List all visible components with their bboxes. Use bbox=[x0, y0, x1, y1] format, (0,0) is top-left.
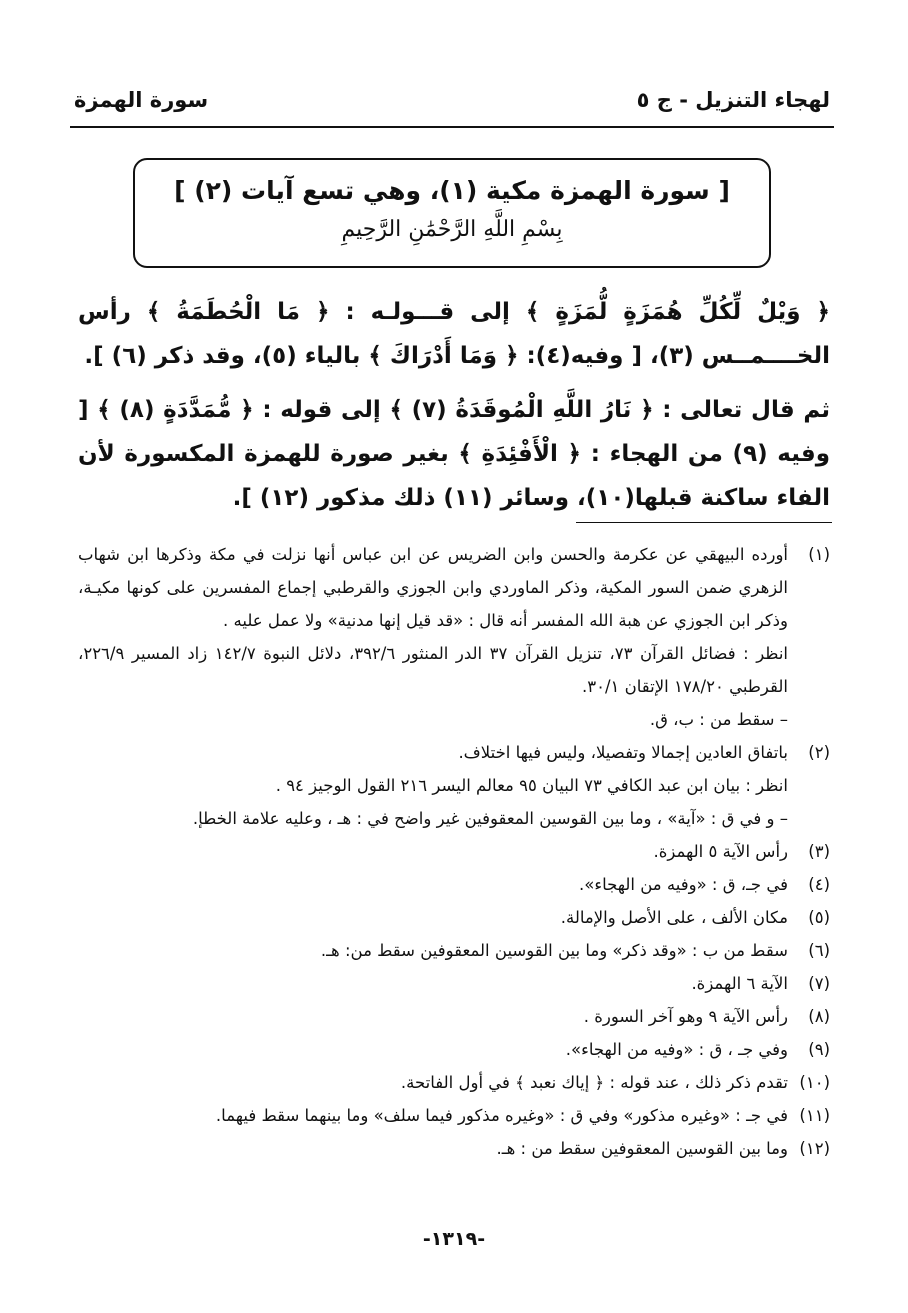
footnote-number: (٢) bbox=[808, 743, 830, 762]
footnote-text: في جـ : «وغيره مذكور» وفي ق : «وغيره مذكور فيما سلف» وما بينهما سقط فيهما. bbox=[215, 1106, 788, 1125]
footnote-4 bbox=[78, 868, 830, 901]
footnote-number: (١٢) bbox=[799, 1139, 830, 1158]
footnote-text: رأس الآية ٥ الهمزة. bbox=[653, 842, 788, 861]
footnote-number: (٨) bbox=[808, 1007, 830, 1026]
footnote-10 bbox=[78, 1066, 830, 1099]
running-header-book-title: لهجاء التنزيل - ج ٥ bbox=[636, 88, 830, 112]
footnote-number: (٩) bbox=[808, 1040, 830, 1059]
footnote-number: (٤) bbox=[808, 875, 830, 894]
basmala: بِسْمِ اللَّهِ الرَّحْمَٰنِ الرَّحِيمِ bbox=[341, 217, 563, 242]
footnote-9 bbox=[78, 1033, 830, 1066]
footnote-11 bbox=[78, 1099, 830, 1132]
running-header-surah-name: سورة الهمزة bbox=[74, 88, 209, 112]
footnote-number: (٧) bbox=[808, 974, 830, 993]
surah-title: [ سورة الهمزة مكية (١)، وهي تسع آيات (٢) ] bbox=[174, 176, 730, 205]
footnote-text: سقط من ب : «وقد ذكر» وما بين القوسين المعقوفين سقط من: هـ. bbox=[320, 941, 788, 960]
main-text bbox=[78, 290, 830, 520]
footnote-6 bbox=[78, 934, 830, 967]
footnote-text: – سقط من : ب، ق. bbox=[649, 710, 788, 729]
footnote-2 bbox=[78, 736, 830, 835]
footnote-3 bbox=[78, 835, 830, 868]
footnote-number: (٣) bbox=[808, 842, 830, 861]
footnote-text: أورده البيهقي عن عكرمة والحسن وابن الضريس عن ابن عباس أنها نزلت في مكة وذكرها ابن شهاب الزهري ضمن السور المكية، وذكر الماوردي وابن الجوزي والقرطبي إجماع المفسرين على كونها مكيـة، وذكر ابن الجوزي عن هبة الله المفسر أنه قال : «قد قيل إنها مدنية» ولا عمل عليه . bbox=[78, 545, 788, 630]
footnote-text: باتفاق العادين إجمالا وتفصيلا، وليس فيها اختلاف. bbox=[458, 743, 788, 762]
footnote-number: (٥) bbox=[808, 908, 830, 927]
footnote-divider bbox=[576, 522, 832, 523]
footnote-text: تقدم ذكر ذلك ، عند قوله : ﴿ إياك نعبد ﴾ في أول الفاتحة. bbox=[400, 1073, 788, 1092]
footnote-12 bbox=[78, 1132, 830, 1165]
surah-title-box bbox=[133, 158, 771, 268]
main-paragraph-1: ﴿ وَيْلٌ لِّكُلِّ هُمَزَةٍ لُّمَزَةٍ ﴾ إلى قـــولـه : ﴿ مَا الْحُطَمَةُ ﴾ رأس الخــــمــس (٣)، [ وفيه(٤): ﴿ وَمَا أَدْرَاكَ ﴾ بالياء (٥)، وقد ذكر (٦) ]. bbox=[78, 299, 830, 369]
footnotes-list bbox=[78, 538, 830, 1165]
footnote-number: (٦) bbox=[808, 941, 830, 960]
footnote-text: انظر : فضائل القرآن ٧٣، تنزيل القرآن ٣٧ الدر المنثور ٣٩٢/٦، دلائل النبوة ١٤٢/٧ زاد المسير ٢٢٦/٩، القرطبي ١٧٨/٢٠ الإتقان ٣٠/١. bbox=[78, 644, 789, 696]
footnote-text: انظر : بيان ابن عبد الكافي ٧٣ البيان ٩٥ معالم اليسر ٢١٦ القول الوجيز ٩٤ . bbox=[275, 776, 788, 795]
footnote-text: الآية ٦ الهمزة. bbox=[691, 974, 788, 993]
footnote-number: (١١) bbox=[799, 1106, 830, 1125]
footnote-7 bbox=[78, 967, 830, 1000]
footnote-number: (١٠) bbox=[799, 1073, 830, 1092]
footnote-5 bbox=[78, 901, 830, 934]
main-paragraph-2: ثم قال تعالى : ﴿ نَارُ اللَّهِ الْمُوقَدَةُ (٧) ﴾ إلى قوله : ﴿ مُّمَدَّدَةٍ (٨) ﴾ [ وفيه (٩) من الهجاء : ﴿ الْأَفْئِدَةِ ﴾ بغير صورة للهمزة المكسورة لأن الفاء ساكنة قبلها(١٠)، وسائر (١١) ذلك مذكور (١٢) ]. bbox=[78, 397, 831, 511]
footnote-text: رأس الآية ٩ وهو آخر السورة . bbox=[583, 1007, 788, 1026]
footnote-1 bbox=[78, 538, 830, 736]
footnote-text: وفي جـ ، ق : «وفيه من الهجاء». bbox=[565, 1040, 788, 1059]
footnote-text: – و في ق : «آية» ، وما بين القوسين المعقوفين غير واضح في : هـ ، وعليه علامة الخطإ. bbox=[192, 809, 788, 828]
header-divider bbox=[70, 126, 834, 128]
footnote-text: وما بين القوسين المعقوفين سقط من : هـ. bbox=[496, 1139, 788, 1158]
page-number: -١٣١٩- bbox=[422, 1228, 486, 1250]
footnote-text: في جـ، ق : «وفيه من الهجاء». bbox=[579, 875, 788, 894]
footnote-text: مكان الألف ، على الأصل والإمالة. bbox=[560, 908, 788, 927]
footnote-8 bbox=[78, 1000, 830, 1033]
footnote-number: (١) bbox=[808, 545, 830, 564]
